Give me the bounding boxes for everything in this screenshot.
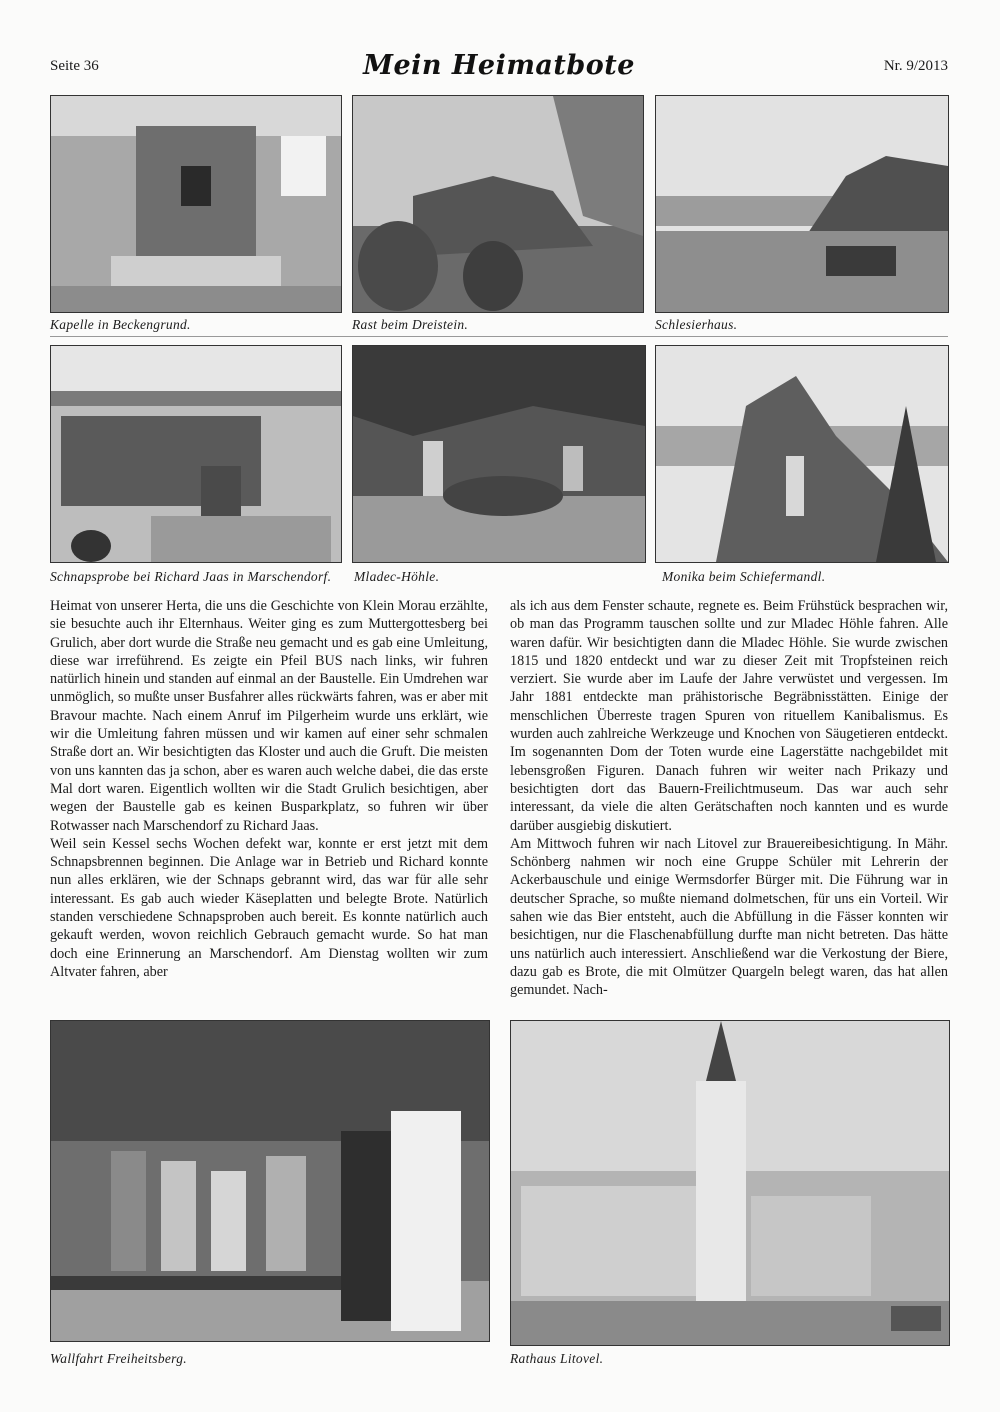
article-paragraph: Weil sein Kessel sechs Wochen defekt war, konnte er erst jetzt mit dem Schnapsbrennen beginnen. Die Anlage war in Betrieb und Richard konnte nun alles erklären, wie der Schnaps gebrannt wird, das war für alle sehr interessant. Es gab auch wieder Käseplatten und belegte Brote. Natürlich standen verschiedene Schnapsproben auch bereit. Es konnte natürlich auch gekauft werden, wovon reichlich Gebrauch gemacht wurde. So hat man doch eine Erinnerung an Marschendorf. Am Dienstag wollten wir zum Altvater fahren, aber xyxy=(50,835,488,980)
photo-kapelle xyxy=(50,95,342,313)
page-number: Seite 36 xyxy=(50,58,99,74)
caption-monika: Monika beim Schiefermandl. xyxy=(662,569,826,584)
article-column-right xyxy=(510,597,948,1000)
page-header xyxy=(50,50,948,86)
photo-mladec xyxy=(352,345,646,563)
photo-schlesierhaus xyxy=(655,95,949,313)
photo-dreistein xyxy=(352,95,644,313)
caption-mladec: Mladec-Höhle. xyxy=(354,569,440,584)
caption-dreistein: Rast beim Dreistein. xyxy=(352,317,469,332)
issue-number: Nr. 9/2013 xyxy=(883,58,948,74)
caption-wallfahrt: Wallfahrt Freiheitsberg. xyxy=(50,1351,187,1366)
photo-schnapsprobe xyxy=(50,345,342,563)
caption-schnapsprobe: Schnapsprobe bei Richard Jaas in Marschendorf. xyxy=(50,569,332,584)
article-paragraph: als ich aus dem Fenster schaute, regnete es. Beim Frühstück besprachen wir, ob man das Programm tauschen sollte und zur Mladec Höhle fahren. Alle waren dafür. Wir besichtigten dann die Mladec Höhle. Sie wurde zwischen 1815 und 1820 entdeckt und war zu dieser Zeit mit Tropfsteinen reich verziert. Sie wurde aber im Laufe der Jahre verwüstet und vergessen. Im Jahr 1881 entdeckte man prähistorische Begräbnisstätten. Einige der menschlichen Überreste tragen Spuren von rituellem Kanibalismus. Es wurden auch zahlreiche Werkzeuge und Knochen von Säugetieren entdeckt. Im sogenannten Dom der Toten wurde eine Lagerstätte nachgebildet mit lebensgroßen Figuren. Danach fuhren wir weiter nach Prikazy und besichtigten dort das Bauern-Freilichtmuseum. Das war auch sehr interessant, da viele die alten Gerätschaften noch kannten und es wurde darüber ausgiebig diskutiert. xyxy=(510,598,948,834)
masthead-logo: Mein Heimatbote xyxy=(363,50,635,81)
photo-monika xyxy=(655,345,949,563)
caption-kapelle: Kapelle in Beckengrund. xyxy=(50,317,191,332)
photo-wallfahrt xyxy=(50,1020,490,1342)
article-paragraph: Heimat von unserer Herta, die uns die Geschichte von Klein Morau erzählte, sie besuchte auch ihr Elternhaus. Weiter ging es zum Muttergottesberg bei Grulich, aber dort wurde die Straße neu gemacht und es gab eine Umleitung, diese war irreführend. Es zeigte ein Pfeil BUS nach links, wir fuhren natürlich hinein und standen auf einmal an der Baustelle. Ein Umdrehen war unmöglich, so mußte unser Busfahrer alles rückwärts fahren, was er aber mit Bravour machte. Nach einem Anruf im Pilgerheim wurde uns erklärt, wie wir die Umleitung fahren müssen und wir kamen auf einer sehr schmalen Straße dort an. Wir besichtigten das Kloster und auch die Gruft. Die meisten von uns kannten das ja schon, aber es waren auch welche dabei, die das erste Mal dort waren. Eigentlich wollten wir die Stadt Grulich besichtigen, aber wegen der Baustelle gab es keinen Busparkplatz, so fuhren wir über Rotwasser nach Marschendorf zu Richard Jaas. xyxy=(50,598,488,834)
article-column-left xyxy=(50,597,488,981)
divider-row1 xyxy=(50,336,948,337)
caption-schlesierhaus: Schlesierhaus. xyxy=(655,317,738,332)
caption-rathaus: Rathaus Litovel. xyxy=(510,1351,604,1366)
photo-rathaus xyxy=(510,1020,950,1346)
article-paragraph: Am Mittwoch fuhren wir nach Litovel zur Brauereibesichtigung. In Mähr. Schönberg nahmen wir noch eine Gruppe Schüler mit Lehrerin der Ackerbauschule und einige Wermsdorfer Bürger mit. Die Führung war in deutscher Sprache, so mußte niemand dolmetschen, für uns ein Vorteil. Wir sahen wie das Bier entsteht, auch die Abfüllung in die Fässer konnten wir besichtigen, nur die Flaschenabfüllung durfte man nicht betreten. Das hätte uns natürlich auch interessiert. Anschließend war die Verkostung der Biere, dazu gab es Brote, die mit Olmützer Quargeln belegt waren, das hat allen gemundet. Nach- xyxy=(510,835,948,999)
